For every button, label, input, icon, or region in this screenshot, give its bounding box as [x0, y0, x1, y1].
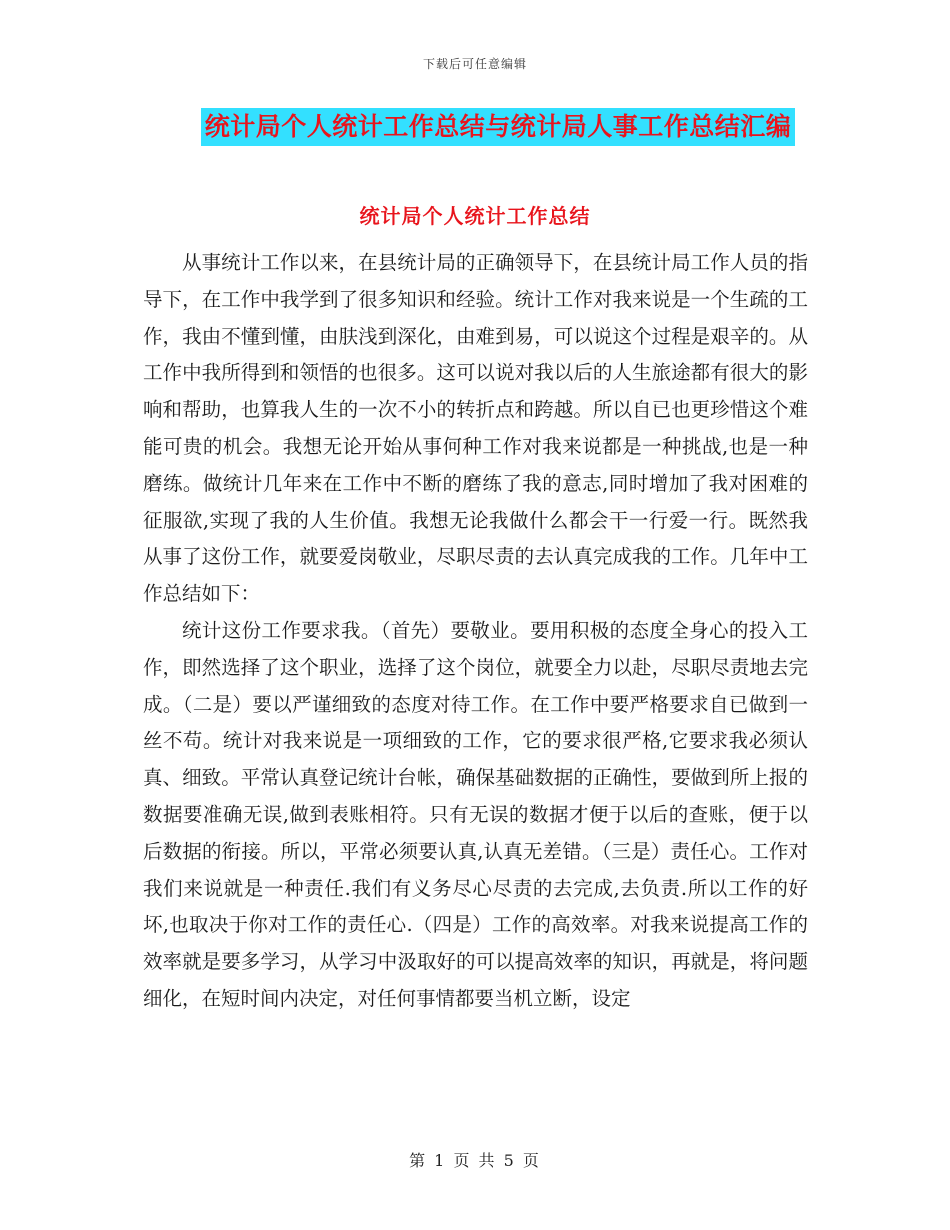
page-footer: 第 1 页 共 5 页 [409, 1151, 541, 1170]
header-note: 下载后可任意编辑 [422, 57, 527, 71]
main-title-wrap [0, 108, 950, 146]
body-text [143, 245, 808, 1018]
paragraph-2: 统计这份工作要求我。（首先）要敬业。要用积极的态度全身心的投入工作，即然选择了这个职业，选择了这个岗位，就要全力以赴，尽职尽责地去完成。（二是）要以严谨细致的态度对待工作。在工作中要严格要求自已做到一丝不苟。统计对我来说是一项细致的工作，它的要求很严格,它要求我必须认真、细致。平常认真登记统计台帐，确保基础数据的正确性，要做到所上报的数据要准确无误,做到表账相符。只有无误的数据才便于以后的查账，便于以后数据的衔接。所以，平常必须要认真,认真无差错。（三是）责任心。工作对我们来说就是一种责任.我们有义务尽心尽责的去完成,去负责.所以工作的好坏,也取决于你对工作的责任心.（四是）工作的高效率。对我来说提高工作的效率就是要多学习，从学习中汲取好的可以提高效率的知识，再就是，将问题细化，在短时间内决定，对任何事情都要当机立断，设定 [143, 618, 808, 1010]
sub-title: 统计局个人统计工作总结 [359, 204, 591, 228]
main-title: 统计局个人统计工作总结与统计局人事工作总结汇编 [201, 108, 796, 146]
paragraph-1: 从事统计工作以来，在县统计局的正确领导下，在县统计局工作人员的指导下，在工作中我学到了很多知识和经验。统计工作对我来说是一个生疏的工作，我由不懂到懂，由肤浅到深化，由难到易，可以说这个过程是艰辛的。从工作中我所得到和领悟的也很多。这可以说对我以后的人生旅途都有很大的影响和帮助，也算我人生的一次不小的转折点和跨越。所以自已也更珍惜这个难能可贵的机会。我想无论开始从事何种工作对我来说都是一种挑战,也是一种磨练。做统计几年来在工作中不断的磨练了我的意志,同时增加了我对困难的征服欲,实现了我的人生价值。我想无论我做什么都会干一行爱一行。既然我从事了这份工作，就要爱岗敬业，尽职尽责的去认真完成我的工作。几年中工作总结如下： [143, 251, 808, 606]
